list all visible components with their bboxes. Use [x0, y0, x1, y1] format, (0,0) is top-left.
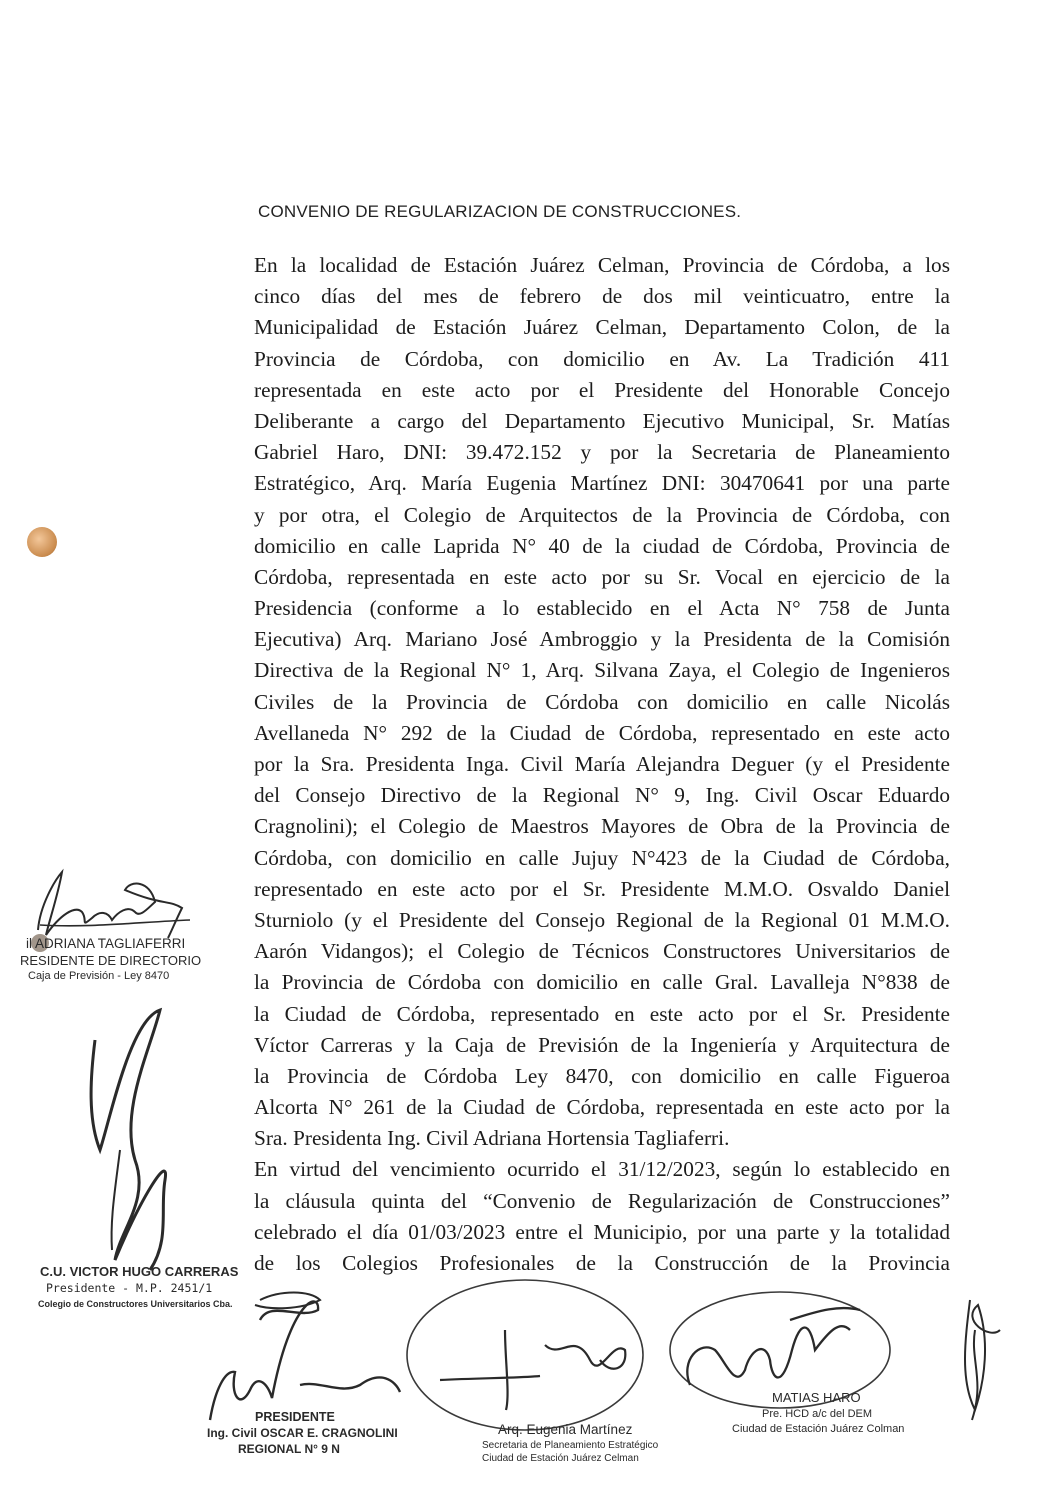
body-line: Córdoba, con domicilio en calle Jujuy N°423 de la Ciudad de Córdoba,: [254, 845, 950, 870]
body-line: representado en este acto por el Sr. Presidente M.M.O. Osvaldo Daniel: [254, 876, 950, 901]
signature-cragnolini: [210, 1301, 400, 1420]
signature-martinez: [440, 1330, 625, 1410]
stamp-carreras-role: Presidente - M.P. 2451/1: [46, 1281, 213, 1295]
stamp-cragnolini-name: Ing. Civil OSCAR E. CRAGNOLINI: [207, 1426, 398, 1440]
stamp-tagliaferri-name: il ADRIANA TAGLIAFERRI: [26, 936, 186, 951]
body-line: Córdoba, representada en este acto por su Sr. Vocal en ejercicio de la: [254, 564, 950, 589]
body-line: del Consejo Directivo de la Regional N° 9, Ing. Civil Oscar Eduardo: [254, 783, 950, 808]
body-line: Civiles de la Provincia de Córdoba con domicilio en calle Nicolás: [254, 689, 950, 714]
body-line: la Ciudad de Córdoba, representado en este acto por el Sr. Presidente: [254, 1001, 950, 1026]
body-line: de los Colegios Profesionales de la Construcción de la Provincia: [254, 1251, 950, 1275]
body-line: Aarón Vidangos); el Colegio de Técnicos Constructores Universitarios de: [254, 939, 950, 964]
signature-margin-initial: [965, 1300, 1000, 1420]
body-line: la Provincia de Córdoba con domicilio en calle Gral. Lavalleja N°838 de: [254, 970, 950, 995]
signature-carreras: [91, 1010, 165, 1270]
body-line: Víctor Carreras y la Caja de Previsión de la Ingeniería y Arquitectura de: [254, 1032, 950, 1057]
stamp-martinez-role: Secretaria de Planeamiento Estratégico: [482, 1440, 659, 1451]
document-title: CONVENIO DE REGULARIZACION DE CONSTRUCCIONES.: [258, 202, 742, 221]
body-line: Gabriel Haro, DNI: 39.472.152 y por la Secretaria de Planeamiento: [254, 440, 950, 465]
body-line: la Provincia de Córdoba Ley 8470, con domicilio en calle Figueroa: [254, 1063, 950, 1088]
stamp-haro-name: MATIAS HARO: [772, 1390, 861, 1405]
stamp-cragnolini-org: REGIONAL N° 9 N: [238, 1442, 340, 1456]
body-line: Avellaneda N° 292 de la Ciudad de Córdoba, representado en este acto: [254, 720, 950, 745]
stamp-carreras-org: Colegio de Constructores Universitarios Cba.: [38, 1299, 233, 1309]
body-line: Municipalidad de Estación Juárez Celman, Departamento Colon, de la: [254, 315, 950, 340]
body-line: Estratégico, Arq. María Eugenia Martínez DNI: 30470641 por una parte: [254, 471, 950, 496]
body-line: representada en este acto por el Presidente del Honorable Concejo: [254, 377, 950, 402]
body-line: En virtud del vencimiento ocurrido el 31/12/2023, según lo establecido en: [254, 1157, 950, 1182]
signature-tagliaferri: [38, 872, 182, 938]
signature-haro: [687, 1308, 860, 1385]
body-line: En la localidad de Estación Juárez Celman, Provincia de Córdoba, a los: [254, 253, 950, 277]
stamp-tagliaferri-role: RESIDENTE DE DIRECTORIO: [20, 953, 202, 968]
stamp-cragnolini-role: PRESIDENTE: [255, 1410, 335, 1424]
body-line: la cláusula quinta del “Convenio de Regularización de Construcciones”: [254, 1188, 950, 1213]
body-line: Presidencia (conforme a lo establecido en el Acta N° 758 de Junta: [254, 596, 950, 621]
body-line: Alcorta N° 261 de la Ciudad de Córdoba, representada en este acto por la: [254, 1095, 950, 1120]
stamp-martinez-name: Arq. Eugenia Martínez: [498, 1422, 633, 1437]
body-line: Sra. Presidenta Ing. Civil Adriana Hortensia Tagliaferri.: [254, 1126, 730, 1151]
body-line: Deliberante a cargo del Departamento Ejecutivo Municipal, Sr. Matías: [254, 408, 950, 433]
body-line: Directiva de la Regional N° 1, Arq. Silvana Zaya, el Colegio de Ingenieros: [254, 658, 950, 683]
body-line: Cragnolini); el Colegio de Maestros Mayores de Obra de la Provincia de: [254, 814, 950, 839]
stamp-carreras-name: C.U. VICTOR HUGO CARRERAS: [40, 1264, 239, 1279]
stamp-tagliaferri-org: Caja de Previsión - Ley 8470: [28, 970, 170, 982]
body-line: domicilio en calle Laprida N° 40 de la ciudad de Córdoba, Provincia de: [254, 533, 950, 558]
body-line: Sturniolo (y el Presidente del Consejo Regional de la Regional 01 M.M.O.: [254, 907, 950, 932]
body-line: por la Sra. Presidenta Inga. Civil María Alejandra Deguer (y el Presidente: [254, 752, 950, 776]
body-line: Ejecutiva) Arq. Mariano José Ambroggio y la Presidenta de la Comisión: [254, 627, 950, 652]
stamp-haro-org: Ciudad de Estación Juárez Colman: [732, 1423, 905, 1435]
stamp-haro-role: Pre. HCD a/c del DEM: [762, 1408, 873, 1420]
body-line: celebrado el día 01/03/2023 entre el Municipio, por una parte y la totalidad: [254, 1219, 950, 1244]
body-line: y por otra, el Colegio de Arquitectos de la Provincia de Córdoba, con: [254, 502, 950, 527]
body-line: Provincia de Córdoba, con domicilio en Av. La Tradición 411: [254, 346, 950, 371]
stamp-martinez-org: Ciudad de Estación Juárez Celman: [482, 1453, 639, 1464]
body-line: cinco días del mes de febrero de dos mil veinticuatro, entre la: [254, 284, 950, 309]
